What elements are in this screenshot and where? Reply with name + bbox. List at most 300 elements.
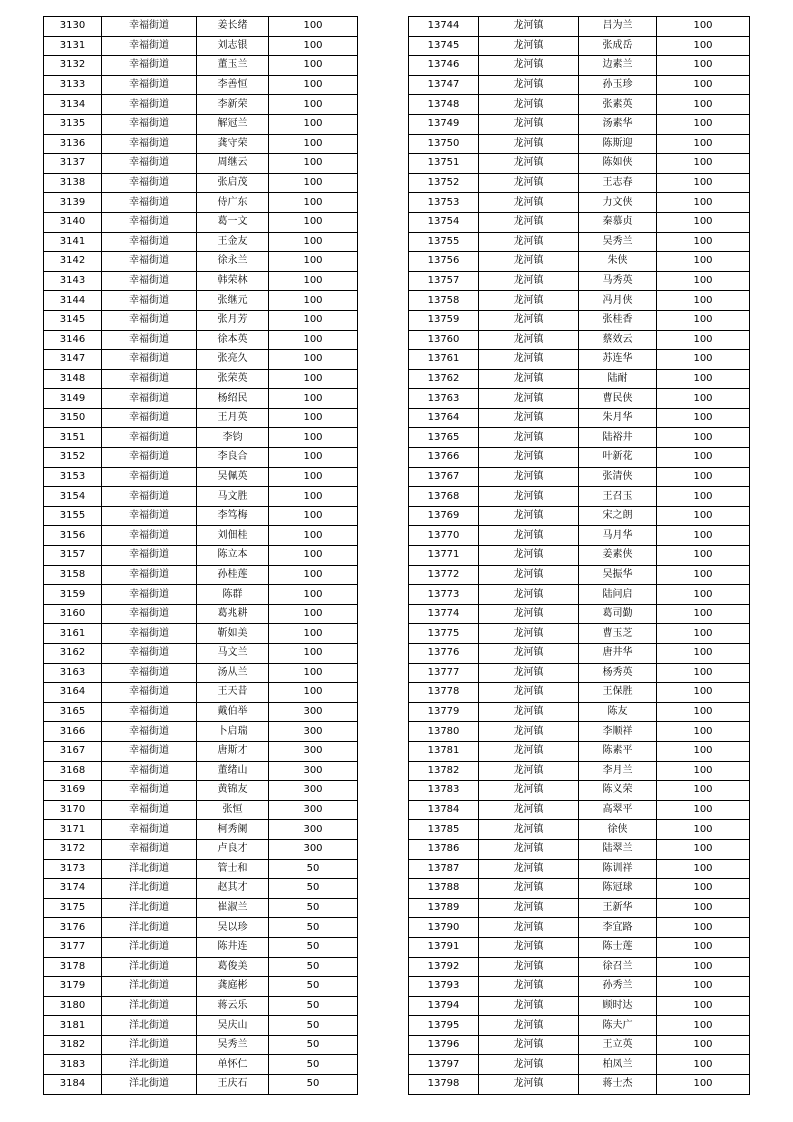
district-cell: 龙河镇 <box>479 271 579 291</box>
district-cell: 龙河镇 <box>479 448 579 468</box>
serial-number-cell: 3131 <box>44 36 102 56</box>
amount-cell: 100 <box>657 624 750 644</box>
amount-cell: 100 <box>269 36 358 56</box>
district-cell: 幸福街道 <box>102 663 197 683</box>
amount-cell: 50 <box>269 957 358 977</box>
table-row <box>44 859 358 879</box>
district-cell: 龙河镇 <box>479 350 579 370</box>
table-row <box>409 546 750 566</box>
amount-cell: 100 <box>269 369 358 389</box>
district-cell: 龙河镇 <box>479 702 579 722</box>
district-cell: 龙河镇 <box>479 408 579 428</box>
serial-number-cell: 13761 <box>409 350 479 370</box>
name-cell: 陈如侠 <box>579 154 657 174</box>
name-cell: 张荣英 <box>197 369 269 389</box>
table-row <box>409 663 750 683</box>
district-cell: 幸福街道 <box>102 389 197 409</box>
serial-number-cell: 13778 <box>409 683 479 703</box>
table-row <box>44 252 358 272</box>
table-row <box>409 173 750 193</box>
name-cell: 孙玉珍 <box>579 75 657 95</box>
serial-number-cell: 3162 <box>44 644 102 664</box>
table-row <box>44 487 358 507</box>
amount-cell: 100 <box>269 134 358 154</box>
amount-cell: 300 <box>269 761 358 781</box>
district-cell: 龙河镇 <box>479 800 579 820</box>
serial-number-cell: 3153 <box>44 467 102 487</box>
name-cell: 陈立本 <box>197 546 269 566</box>
name-cell: 李善恒 <box>197 75 269 95</box>
amount-cell: 50 <box>269 996 358 1016</box>
district-cell: 龙河镇 <box>479 624 579 644</box>
amount-cell: 100 <box>657 937 750 957</box>
name-cell: 陈井连 <box>197 937 269 957</box>
table-row <box>44 604 358 624</box>
amount-cell: 300 <box>269 800 358 820</box>
district-cell: 幸福街道 <box>102 546 197 566</box>
name-cell: 唐井华 <box>579 644 657 664</box>
district-cell: 幸福街道 <box>102 820 197 840</box>
name-cell: 戴伯举 <box>197 702 269 722</box>
amount-cell: 100 <box>657 761 750 781</box>
name-cell: 汤素华 <box>579 114 657 134</box>
amount-cell: 100 <box>269 585 358 605</box>
district-cell: 幸福街道 <box>102 565 197 585</box>
table-row <box>44 663 358 683</box>
table-row <box>409 624 750 644</box>
serial-number-cell: 13762 <box>409 369 479 389</box>
name-cell: 叶新花 <box>579 448 657 468</box>
serial-number-cell: 13753 <box>409 193 479 213</box>
amount-cell: 100 <box>657 212 750 232</box>
amount-cell: 100 <box>269 252 358 272</box>
name-cell: 冯月侠 <box>579 291 657 311</box>
district-cell: 幸福街道 <box>102 741 197 761</box>
table-row <box>44 820 358 840</box>
amount-cell: 100 <box>657 879 750 899</box>
serial-number-cell: 3145 <box>44 310 102 330</box>
name-cell: 赵其才 <box>197 879 269 899</box>
serial-number-cell: 3159 <box>44 585 102 605</box>
table-row <box>44 937 358 957</box>
amount-cell: 50 <box>269 937 358 957</box>
name-cell: 徐侠 <box>579 820 657 840</box>
amount-cell: 100 <box>269 310 358 330</box>
table-row <box>44 644 358 664</box>
amount-cell: 100 <box>657 428 750 448</box>
amount-cell: 100 <box>657 506 750 526</box>
right-table-body <box>409 17 750 1095</box>
table-row <box>409 839 750 859</box>
amount-cell: 50 <box>269 1055 358 1075</box>
name-cell: 柏凤兰 <box>579 1055 657 1075</box>
table-row <box>44 741 358 761</box>
serial-number-cell: 3158 <box>44 565 102 585</box>
amount-cell: 100 <box>269 271 358 291</box>
amount-cell: 100 <box>657 977 750 997</box>
amount-cell: 100 <box>657 604 750 624</box>
serial-number-cell: 13796 <box>409 1035 479 1055</box>
district-cell: 幸福街道 <box>102 506 197 526</box>
name-cell: 姜长绪 <box>197 17 269 37</box>
district-cell: 洋北街道 <box>102 1055 197 1075</box>
table-row <box>44 36 358 56</box>
serial-number-cell: 13792 <box>409 957 479 977</box>
district-cell: 龙河镇 <box>479 134 579 154</box>
right-table <box>408 16 750 1095</box>
table-row <box>409 36 750 56</box>
district-cell: 龙河镇 <box>479 996 579 1016</box>
district-cell: 幸福街道 <box>102 800 197 820</box>
name-cell: 陆裕井 <box>579 428 657 448</box>
district-cell: 幸福街道 <box>102 487 197 507</box>
name-cell: 吴佩英 <box>197 467 269 487</box>
amount-cell: 100 <box>657 252 750 272</box>
table-row <box>409 252 750 272</box>
table-row <box>409 232 750 252</box>
left-table <box>43 16 358 1095</box>
name-cell: 卜启瑞 <box>197 722 269 742</box>
district-cell: 幸福街道 <box>102 154 197 174</box>
serial-number-cell: 3175 <box>44 898 102 918</box>
table-row <box>409 918 750 938</box>
district-cell: 龙河镇 <box>479 663 579 683</box>
district-cell: 龙河镇 <box>479 918 579 938</box>
serial-number-cell: 3134 <box>44 95 102 115</box>
amount-cell: 50 <box>269 898 358 918</box>
serial-number-cell: 13781 <box>409 741 479 761</box>
name-cell: 边素兰 <box>579 56 657 76</box>
name-cell: 徐本英 <box>197 330 269 350</box>
table-row <box>44 330 358 350</box>
name-cell: 杨绍民 <box>197 389 269 409</box>
name-cell: 陈斯迎 <box>579 134 657 154</box>
district-cell: 龙河镇 <box>479 428 579 448</box>
name-cell: 刘志银 <box>197 36 269 56</box>
table-row <box>44 350 358 370</box>
amount-cell: 100 <box>657 408 750 428</box>
amount-cell: 100 <box>657 859 750 879</box>
district-cell: 幸福街道 <box>102 781 197 801</box>
district-cell: 幸福街道 <box>102 604 197 624</box>
name-cell: 孙桂莲 <box>197 565 269 585</box>
name-cell: 张继元 <box>197 291 269 311</box>
table-row <box>409 781 750 801</box>
name-cell: 陈士莲 <box>579 937 657 957</box>
serial-number-cell: 3156 <box>44 526 102 546</box>
serial-number-cell: 13759 <box>409 310 479 330</box>
table-row <box>409 17 750 37</box>
district-cell: 幸福街道 <box>102 408 197 428</box>
table-row <box>44 526 358 546</box>
amount-cell: 100 <box>657 467 750 487</box>
table-row <box>44 546 358 566</box>
amount-cell: 100 <box>657 173 750 193</box>
serial-number-cell: 3144 <box>44 291 102 311</box>
name-cell: 卢良才 <box>197 839 269 859</box>
table-row <box>44 898 358 918</box>
name-cell: 张清侠 <box>579 467 657 487</box>
table-row <box>44 154 358 174</box>
district-cell: 洋北街道 <box>102 937 197 957</box>
district-cell: 幸福街道 <box>102 75 197 95</box>
name-cell: 张亮久 <box>197 350 269 370</box>
amount-cell: 100 <box>657 36 750 56</box>
table-row <box>409 898 750 918</box>
district-cell: 龙河镇 <box>479 722 579 742</box>
serial-number-cell: 3154 <box>44 487 102 507</box>
table-row <box>409 56 750 76</box>
district-cell: 龙河镇 <box>479 781 579 801</box>
table-row <box>44 977 358 997</box>
district-cell: 龙河镇 <box>479 56 579 76</box>
amount-cell: 100 <box>269 506 358 526</box>
table-row <box>409 350 750 370</box>
name-cell: 李笃梅 <box>197 506 269 526</box>
table-row <box>409 565 750 585</box>
name-cell: 张月芳 <box>197 310 269 330</box>
amount-cell: 100 <box>657 663 750 683</box>
serial-number-cell: 3142 <box>44 252 102 272</box>
serial-number-cell: 13798 <box>409 1075 479 1095</box>
table-row <box>409 408 750 428</box>
amount-cell: 100 <box>657 546 750 566</box>
name-cell: 力文侠 <box>579 193 657 213</box>
table-row <box>409 585 750 605</box>
name-cell: 葛俊美 <box>197 957 269 977</box>
amount-cell: 100 <box>269 408 358 428</box>
name-cell: 柯秀阑 <box>197 820 269 840</box>
serial-number-cell: 13760 <box>409 330 479 350</box>
serial-number-cell: 3140 <box>44 212 102 232</box>
name-cell: 陈素平 <box>579 741 657 761</box>
table-row <box>44 17 358 37</box>
district-cell: 龙河镇 <box>479 232 579 252</box>
name-cell: 张素英 <box>579 95 657 115</box>
table-row <box>44 75 358 95</box>
name-cell: 孙秀兰 <box>579 977 657 997</box>
serial-number-cell: 3148 <box>44 369 102 389</box>
serial-number-cell: 3152 <box>44 448 102 468</box>
amount-cell: 300 <box>269 820 358 840</box>
serial-number-cell: 13758 <box>409 291 479 311</box>
table-row <box>44 173 358 193</box>
table-row <box>44 565 358 585</box>
serial-number-cell: 13771 <box>409 546 479 566</box>
table-row <box>409 389 750 409</box>
amount-cell: 50 <box>269 1075 358 1095</box>
district-cell: 龙河镇 <box>479 154 579 174</box>
district-cell: 幸福街道 <box>102 526 197 546</box>
serial-number-cell: 13776 <box>409 644 479 664</box>
amount-cell: 100 <box>269 448 358 468</box>
amount-cell: 100 <box>657 565 750 585</box>
serial-number-cell: 3183 <box>44 1055 102 1075</box>
name-cell: 姜素侠 <box>579 546 657 566</box>
district-cell: 幸福街道 <box>102 369 197 389</box>
district-cell: 幸福街道 <box>102 36 197 56</box>
name-cell: 王立英 <box>579 1035 657 1055</box>
amount-cell: 100 <box>657 369 750 389</box>
serial-number-cell: 13797 <box>409 1055 479 1075</box>
amount-cell: 100 <box>657 683 750 703</box>
amount-cell: 100 <box>269 330 358 350</box>
name-cell: 秦慕贞 <box>579 212 657 232</box>
amount-cell: 300 <box>269 722 358 742</box>
serial-number-cell: 3150 <box>44 408 102 428</box>
district-cell: 龙河镇 <box>479 937 579 957</box>
serial-number-cell: 13789 <box>409 898 479 918</box>
name-cell: 曹民侠 <box>579 389 657 409</box>
name-cell: 单怀仁 <box>197 1055 269 1075</box>
district-cell: 龙河镇 <box>479 467 579 487</box>
district-cell: 龙河镇 <box>479 879 579 899</box>
serial-number-cell: 13774 <box>409 604 479 624</box>
name-cell: 王新华 <box>579 898 657 918</box>
name-cell: 管士和 <box>197 859 269 879</box>
serial-number-cell: 13748 <box>409 95 479 115</box>
district-cell: 洋北街道 <box>102 898 197 918</box>
table-row <box>44 879 358 899</box>
district-cell: 幸福街道 <box>102 252 197 272</box>
amount-cell: 100 <box>269 604 358 624</box>
amount-cell: 100 <box>657 820 750 840</box>
name-cell: 王月英 <box>197 408 269 428</box>
table-row <box>409 937 750 957</box>
serial-number-cell: 13772 <box>409 565 479 585</box>
table-row <box>409 761 750 781</box>
serial-number-cell: 3180 <box>44 996 102 1016</box>
amount-cell: 100 <box>269 350 358 370</box>
table-row <box>44 800 358 820</box>
table-row <box>44 996 358 1016</box>
serial-number-cell: 3174 <box>44 879 102 899</box>
amount-cell: 100 <box>269 17 358 37</box>
table-row <box>44 585 358 605</box>
table-row <box>44 291 358 311</box>
serial-number-cell: 13763 <box>409 389 479 409</box>
serial-number-cell: 3137 <box>44 154 102 174</box>
amount-cell: 100 <box>657 800 750 820</box>
serial-number-cell: 13766 <box>409 448 479 468</box>
district-cell: 幸福街道 <box>102 310 197 330</box>
table-row <box>409 134 750 154</box>
table-row <box>409 800 750 820</box>
district-cell: 龙河镇 <box>479 546 579 566</box>
amount-cell: 100 <box>269 291 358 311</box>
name-cell: 蒋士杰 <box>579 1075 657 1095</box>
table-row <box>409 114 750 134</box>
district-cell: 幸福街道 <box>102 350 197 370</box>
district-cell: 龙河镇 <box>479 957 579 977</box>
amount-cell: 100 <box>269 232 358 252</box>
amount-cell: 100 <box>657 114 750 134</box>
table-row <box>409 506 750 526</box>
district-cell: 幸福街道 <box>102 17 197 37</box>
serial-number-cell: 13751 <box>409 154 479 174</box>
amount-cell: 50 <box>269 879 358 899</box>
amount-cell: 100 <box>657 1075 750 1095</box>
name-cell: 龚守荣 <box>197 134 269 154</box>
name-cell: 陈夫广 <box>579 1016 657 1036</box>
table-row <box>409 212 750 232</box>
amount-cell: 100 <box>269 487 358 507</box>
serial-number-cell: 13744 <box>409 17 479 37</box>
table-row <box>409 820 750 840</box>
serial-number-cell: 3157 <box>44 546 102 566</box>
table-row <box>44 212 358 232</box>
district-cell: 幸福街道 <box>102 173 197 193</box>
district-cell: 龙河镇 <box>479 193 579 213</box>
district-cell: 幸福街道 <box>102 193 197 213</box>
district-cell: 龙河镇 <box>479 526 579 546</box>
serial-number-cell: 13786 <box>409 839 479 859</box>
serial-number-cell: 13756 <box>409 252 479 272</box>
name-cell: 陈义荣 <box>579 781 657 801</box>
amount-cell: 50 <box>269 918 358 938</box>
name-cell: 唐斯才 <box>197 741 269 761</box>
serial-number-cell: 13768 <box>409 487 479 507</box>
name-cell: 靳如美 <box>197 624 269 644</box>
district-cell: 龙河镇 <box>479 604 579 624</box>
table-row <box>409 291 750 311</box>
district-cell: 龙河镇 <box>479 173 579 193</box>
table-row <box>409 75 750 95</box>
name-cell: 黄锦友 <box>197 781 269 801</box>
name-cell: 周继云 <box>197 154 269 174</box>
name-cell: 吴秀兰 <box>197 1035 269 1055</box>
amount-cell: 100 <box>657 1016 750 1036</box>
table-row <box>44 369 358 389</box>
table-row <box>409 1075 750 1095</box>
district-cell: 幸福街道 <box>102 839 197 859</box>
name-cell: 马文胜 <box>197 487 269 507</box>
serial-number-cell: 13788 <box>409 879 479 899</box>
amount-cell: 100 <box>657 154 750 174</box>
name-cell: 陈训祥 <box>579 859 657 879</box>
district-cell: 龙河镇 <box>479 741 579 761</box>
serial-number-cell: 13749 <box>409 114 479 134</box>
amount-cell: 100 <box>657 585 750 605</box>
table-row <box>409 1035 750 1055</box>
name-cell: 李宜路 <box>579 918 657 938</box>
serial-number-cell: 13764 <box>409 408 479 428</box>
serial-number-cell: 13777 <box>409 663 479 683</box>
name-cell: 马文兰 <box>197 644 269 664</box>
name-cell: 苏连华 <box>579 350 657 370</box>
table-row <box>44 448 358 468</box>
serial-number-cell: 3172 <box>44 839 102 859</box>
amount-cell: 100 <box>657 17 750 37</box>
table-row <box>409 271 750 291</box>
district-cell: 龙河镇 <box>479 114 579 134</box>
name-cell: 马月华 <box>579 526 657 546</box>
district-cell: 龙河镇 <box>479 1016 579 1036</box>
table-row <box>409 369 750 389</box>
name-cell: 陆问启 <box>579 585 657 605</box>
name-cell: 侍广东 <box>197 193 269 213</box>
serial-number-cell: 13794 <box>409 996 479 1016</box>
serial-number-cell: 3130 <box>44 17 102 37</box>
table-row <box>44 389 358 409</box>
table-row <box>409 957 750 977</box>
table-row <box>44 702 358 722</box>
name-cell: 崔淑兰 <box>197 898 269 918</box>
serial-number-cell: 3151 <box>44 428 102 448</box>
serial-number-cell: 3141 <box>44 232 102 252</box>
district-cell: 龙河镇 <box>479 36 579 56</box>
name-cell: 葛兆耕 <box>197 604 269 624</box>
